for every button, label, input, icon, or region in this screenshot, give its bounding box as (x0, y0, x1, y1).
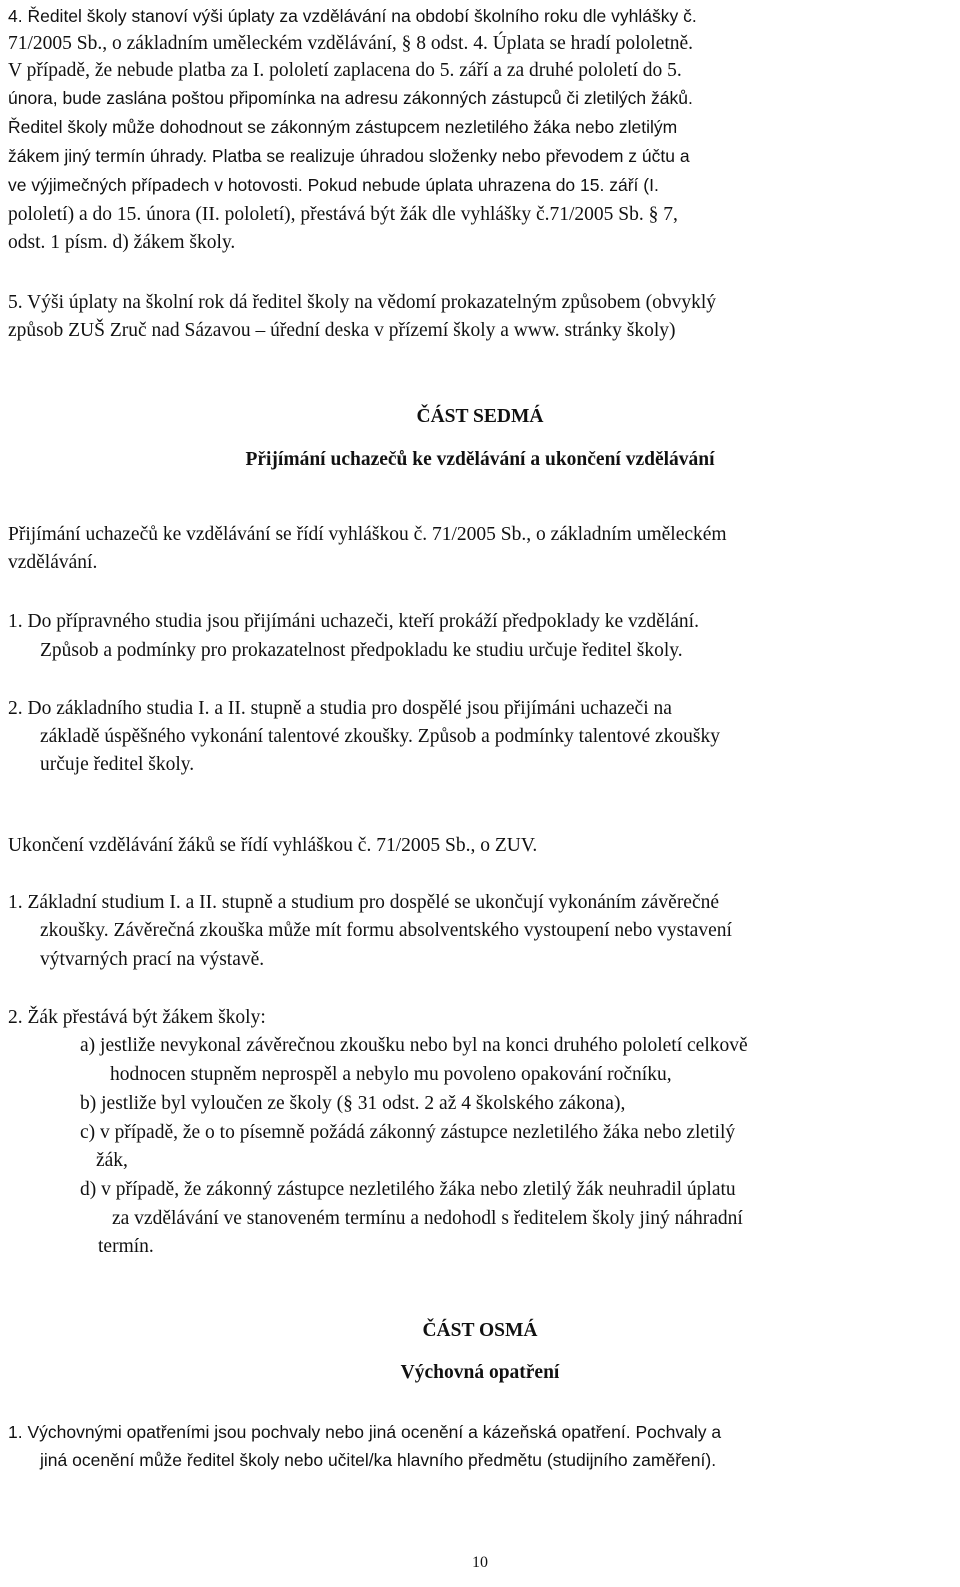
part-7-title: ČÁST SEDMÁ (416, 406, 544, 427)
termination-subitem-b: b) jestliže byl vyloučen ze školy (§ 31 odst. 2 až 4 školského zákona), (80, 1093, 626, 1114)
termination-item-1-line-3: výtvarných prací na výstavě. (40, 949, 265, 970)
admission-item-2-line-2: základě úspěšného vykonání talentové zkoušky. Způsob a podmínky talentové zkoušky (40, 726, 720, 747)
termination-item-1-line-2: zkoušky. Závěrečná zkouška může mít formu absolventského vystoupení nebo vystavení (40, 920, 732, 941)
paragraph-4-line-7: ve výjimečných případech v hotovosti. Pokud nebude úplata uhrazena do 15. září (I. (8, 175, 659, 195)
educational-item-1-line-2: jiná ocenění může ředitel školy nebo učitel/ka hlavního předmětu (studijního zaměření). (40, 1450, 717, 1470)
paragraph-4-line-3: V případě, že nebude platba za I. pololetí zaplacena do 5. září a za druhé pololetí do 5. (8, 60, 682, 81)
termination-subitem-c-line-2: žák, (96, 1150, 128, 1171)
admission-intro-line-1: Přijímání uchazečů ke vzdělávání se řídí vyhláškou č. 71/2005 Sb., o základním uměleckém (8, 524, 727, 545)
termination-intro: Ukončení vzdělávání žáků se řídí vyhláškou č. 71/2005 Sb., o ZUV. (8, 835, 538, 856)
part-8-title: ČÁST OSMÁ (422, 1320, 538, 1341)
termination-subitem-d-line-3: termín. (98, 1236, 154, 1257)
paragraph-5-line-1: 5. Výši úplaty na školní rok dá ředitel školy na vědomí prokazatelným způsobem (obvyklý (8, 292, 717, 313)
paragraph-5-line-2: způsob ZUŠ Zruč nad Sázavou – úřední deska v přízemí školy a www. stránky školy) (8, 320, 676, 341)
part-8-subtitle: Výchovná opatření (400, 1362, 560, 1383)
paragraph-4-line-5: Ředitel školy může dohodnout se zákonným zástupcem nezletilého žáka nebo zletilým (8, 117, 678, 137)
termination-item-2-head: 2. Žák přestává být žákem školy: (8, 1007, 266, 1028)
admission-item-1-line-1: 1. Do přípravného studia jsou přijímáni uchazeči, kteří prokáží předpoklady ke vzdělání. (8, 611, 699, 632)
admission-intro-line-2: vzdělávání. (8, 552, 98, 573)
admission-item-2-line-3: určuje ředitel školy. (40, 754, 195, 775)
page-number: 10 (472, 1554, 488, 1571)
paragraph-4-line-6: žákem jiný termín úhrady. Platba se realizuje úhradou složenky nebo převodem z účtu a (8, 146, 690, 166)
part-7-subtitle: Přijímání uchazečů ke vzdělávání a ukončení vzdělávání (245, 449, 715, 470)
paragraph-4-line-9: odst. 1 písm. d) žákem školy. (8, 232, 236, 253)
paragraph-4-line-4: února, bude zaslána poštou připomínka na adresu zákonných zástupců či zletilých žáků. (8, 88, 693, 108)
termination-subitem-a-line-1: a) jestliže nevykonal závěrečnou zkoušku nebo byl na konci druhého pololetí celkově (80, 1035, 748, 1056)
educational-item-1-line-1: 1. Výchovnými opatřeními jsou pochvaly nebo jiná ocenění a kázeňská opatření. Pochvaly a (8, 1422, 722, 1442)
termination-subitem-d-line-2: za vzdělávání ve stanoveném termínu a nedohodl s ředitelem školy jiný náhradní (112, 1208, 743, 1229)
paragraph-4-line-2: 71/2005 Sb., o základním uměleckém vzdělávání, § 8 odst. 4. Úplata se hradí pololetně. (8, 33, 694, 54)
admission-item-1-line-2: Způsob a podmínky pro prokazatelnost předpokladu ke studiu určuje ředitel školy. (40, 640, 683, 661)
paragraph-4-line-8: pololetí) a do 15. února (II. pololetí), přestává být žák dle vyhlášky č.71/2005 Sb. § 7, (8, 204, 678, 225)
termination-subitem-d-line-1: d) v případě, že zákonný zástupce nezletilého žáka nebo zletilý žák neuhradil úplatu (80, 1179, 736, 1200)
termination-item-1-line-1: 1. Základní studium I. a II. stupně a studium pro dospělé se ukončují vykonáním závěrečné (8, 892, 720, 913)
termination-subitem-a-line-2: hodnocen stupněm neprospěl a nebylo mu povoleno opakování ročníku, (110, 1064, 672, 1085)
admission-item-2-line-1: 2. Do základního studia I. a II. stupně a studia pro dospělé jsou přijímáni uchazeči na (8, 698, 672, 719)
termination-subitem-c-line-1: c) v případě, že o to písemně požádá zákonný zástupce nezletilého žáka nebo zletilý (80, 1122, 736, 1143)
paragraph-4-line-1: 4. Ředitel školy stanoví výši úplaty za vzdělávání na období školního roku dle vyhlášky č. (8, 6, 697, 26)
